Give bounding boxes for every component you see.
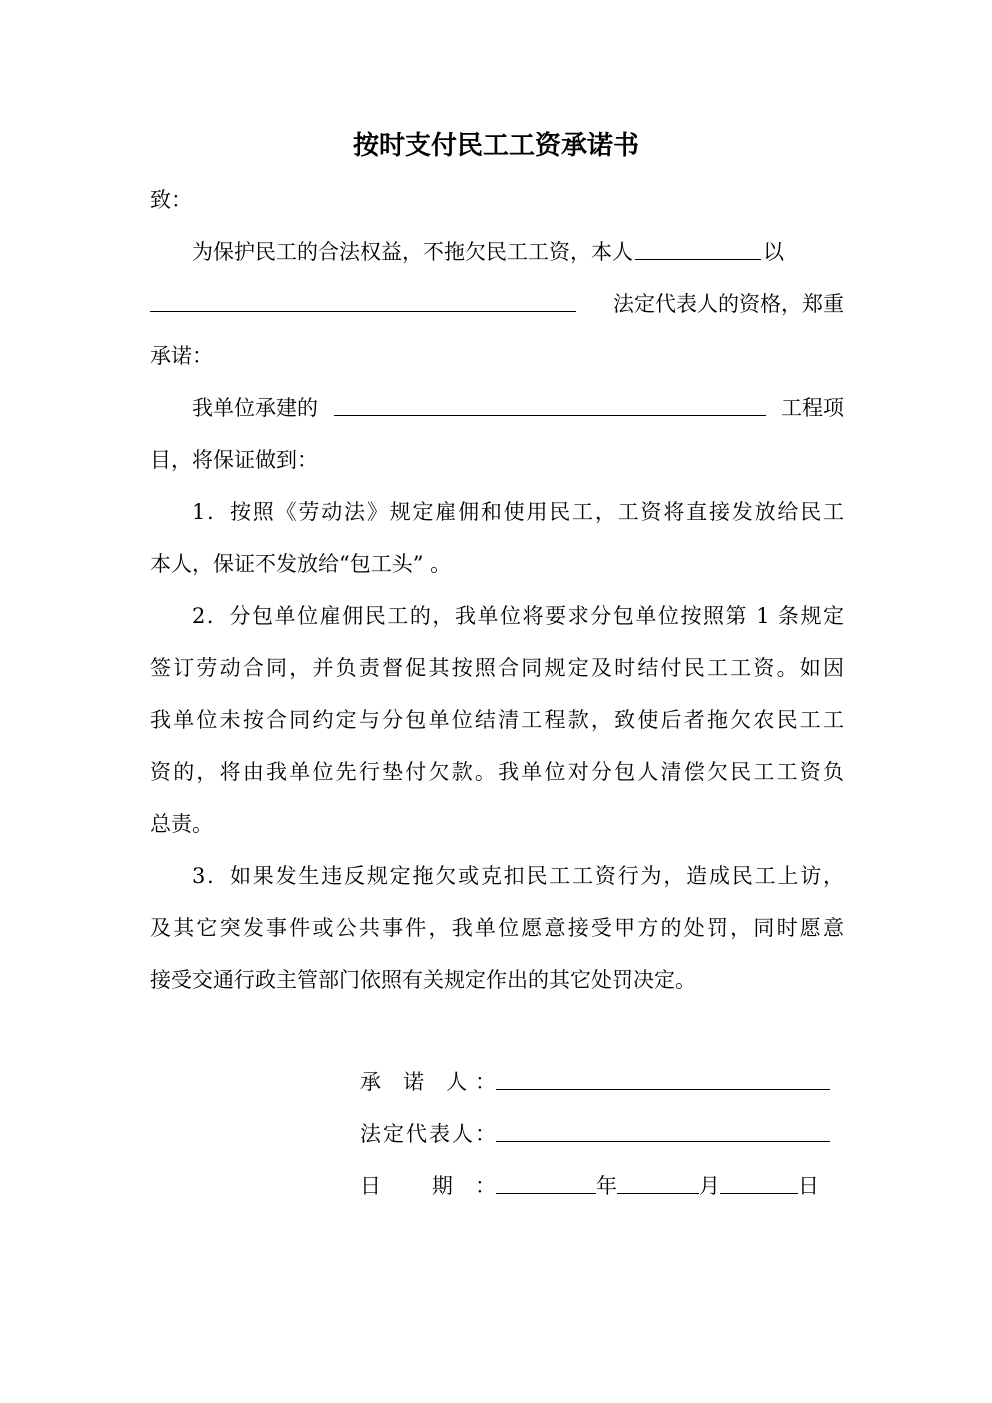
- promisor-field[interactable]: [496, 1075, 830, 1090]
- day-label: 日: [798, 1174, 819, 1198]
- project-blank: [334, 401, 766, 416]
- para1-text-3: 法定代表人的资格，郑重: [613, 292, 844, 316]
- item1-line1: 1．按照《劳动法》规定雇佣和使用民工，工资将直接发放给民工: [192, 500, 844, 524]
- legal-rep-row: [360, 1114, 830, 1154]
- para2-text-2: 工程项: [781, 396, 844, 420]
- para1-line2: [150, 284, 844, 324]
- item3-line3: 接受交通行政主管部门依照有关规定作出的其它处罚决定。: [150, 968, 696, 992]
- item2-line2: 签订劳动合同，并负责督促其按照合同规定及时结付民工工资。如因: [150, 656, 844, 680]
- document-title: 按时支付民工工资承诺书: [352, 131, 639, 161]
- item2-line5: 总责。: [150, 812, 213, 836]
- para2-line1: [150, 388, 844, 428]
- promisor-label: 承 诺 人：: [360, 1070, 496, 1094]
- month-label: 月: [699, 1174, 720, 1198]
- item2-line3: 我单位未按合同约定与分包单位结清工程款，致使后者拖欠农民工工: [150, 708, 844, 732]
- item2-line4: 资的，将由我单位先行垫付欠款。我单位对分包人清偿欠民工工资负: [150, 760, 844, 784]
- day-field[interactable]: [720, 1179, 798, 1194]
- para2-line2: 目，将保证做到：: [150, 448, 318, 472]
- legal-rep-field[interactable]: [496, 1127, 830, 1142]
- item1-line2: 本人，保证不发放给“包工头” 。: [150, 552, 452, 576]
- item2-line1: 2．分包单位雇佣民工的，我单位将要求分包单位按照第 1 条规定: [192, 604, 844, 628]
- para1-text-1: 为保护民工的合法权益，不拖欠民工工资，本人: [192, 240, 633, 264]
- promisor-row: [360, 1062, 830, 1102]
- para2-text-1: 我单位承建的: [192, 396, 318, 420]
- month-field[interactable]: [617, 1179, 699, 1194]
- para1-line3: 承诺：: [150, 344, 213, 368]
- item3-line1: 3．如果发生违反规定拖欠或克扣民工工资行为，造成民工上访，: [192, 864, 844, 888]
- legal-rep-label: 法定代表人：: [360, 1122, 496, 1146]
- para1-line1: [150, 232, 844, 272]
- year-label: 年: [596, 1174, 617, 1198]
- date-label: 日 期：: [360, 1174, 496, 1198]
- date-row: [360, 1166, 819, 1206]
- salutation: 致：: [150, 188, 192, 212]
- year-field[interactable]: [496, 1179, 596, 1194]
- para1-text-2: 以: [763, 240, 784, 264]
- item3-line2: 及其它突发事件或公共事件，我单位愿意接受甲方的处罚，同时愿意: [150, 916, 844, 940]
- company-blank: [150, 297, 576, 312]
- name-blank: [635, 245, 761, 260]
